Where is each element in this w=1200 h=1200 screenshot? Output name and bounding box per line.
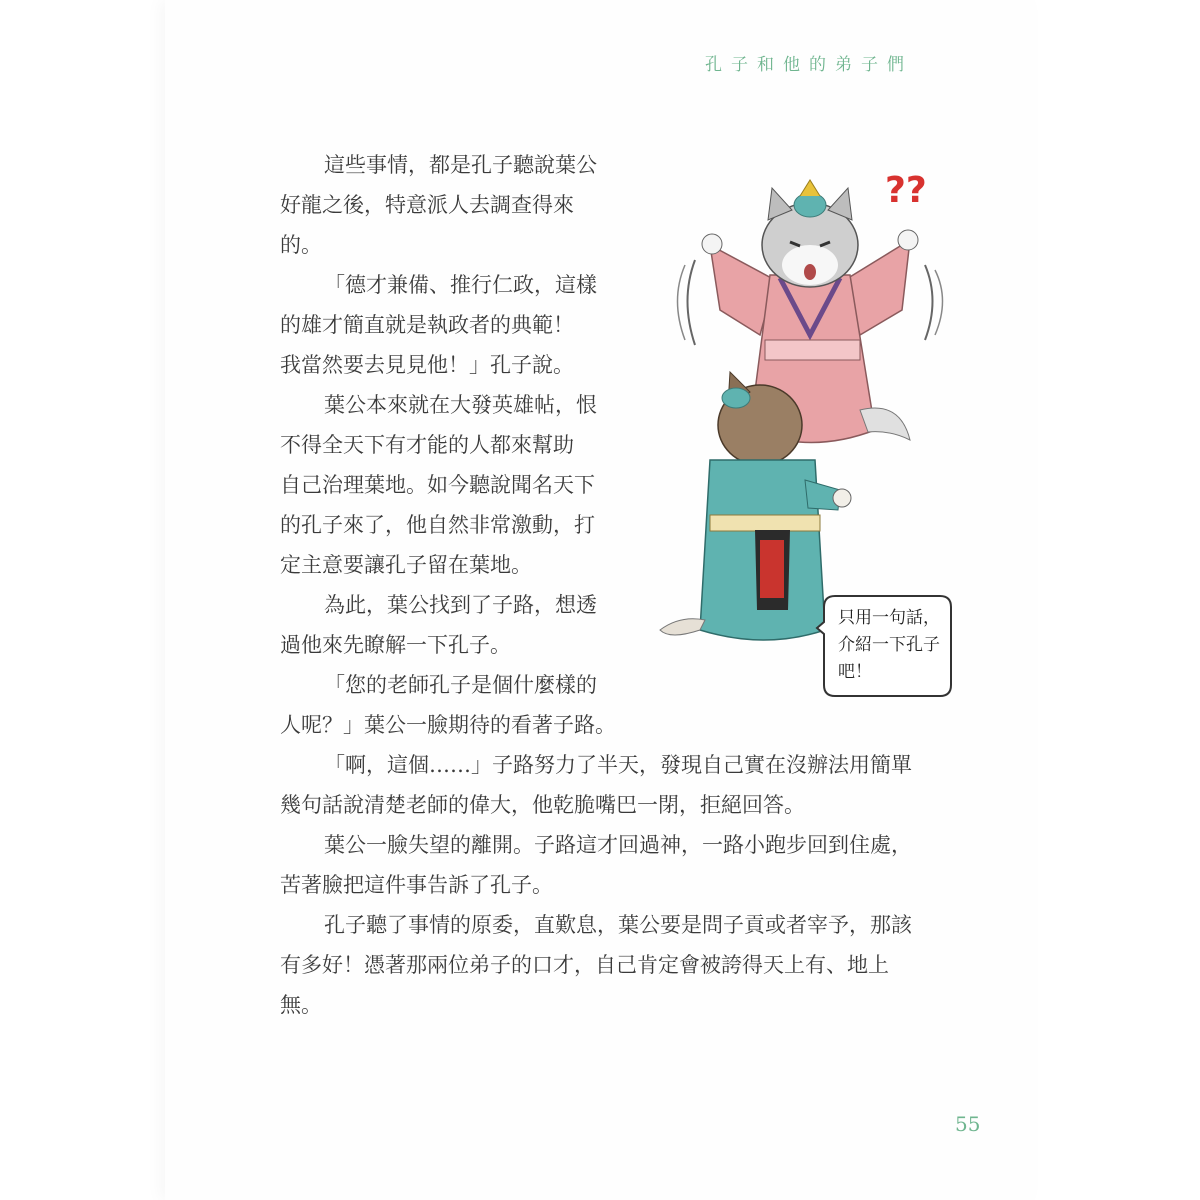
- text-line: 幾句話說清楚老師的偉大，他乾脆嘴巴一閉，拒絕回答。: [280, 793, 805, 817]
- text-line: 不得全天下有才能的人都來幫助: [280, 433, 574, 457]
- text-line: 為此，葉公找到了子路，想透: [324, 593, 597, 617]
- paragraph: [280, 825, 960, 905]
- paragraph: [280, 905, 960, 1025]
- text-line: 我當然要去見見他！」孔子說。: [280, 353, 574, 377]
- text-line: 「您的老師孔子是個什麼樣的: [324, 673, 597, 697]
- paragraph: [280, 585, 620, 665]
- paragraph: [280, 745, 960, 825]
- speech-line: 只用一句話，: [838, 608, 940, 628]
- paragraph: [280, 385, 620, 585]
- text-line: 的雄才簡直就是執政者的典範！: [280, 313, 574, 337]
- paragraph: [280, 665, 620, 745]
- question-marks: ??: [885, 170, 927, 211]
- text-line: 「德才兼備、推行仁政，這樣: [324, 273, 597, 297]
- text-line: 「啊，這個……」子路努力了半天，發現自己實在沒辦法用簡單: [324, 753, 912, 777]
- speech-line: 介紹一下孔子: [838, 635, 940, 655]
- text-line: 自己治理葉地。如今聽說聞名天下: [280, 473, 595, 497]
- speech-bubble-text: [838, 605, 958, 686]
- text-line: 人呢？」葉公一臉期待的看著子路。: [280, 713, 616, 737]
- paragraph: [280, 265, 620, 385]
- running-header: 孔子和他的弟子們: [705, 55, 913, 75]
- text-line: 的。: [280, 233, 322, 257]
- text-line: 的孔子來了，他自然非常激動，打: [280, 513, 595, 537]
- text-line: 無。: [280, 993, 322, 1017]
- speech-line: 吧！: [838, 662, 872, 682]
- text-line: 過他來先瞭解一下孔子。: [280, 633, 511, 657]
- page-number: 55: [955, 1112, 981, 1136]
- text-line: 葉公一臉失望的離開。子路這才回過神，一路小跑步回到住處，: [324, 833, 912, 857]
- text-line: 定主意要讓孔子留在葉地。: [280, 553, 532, 577]
- text-line: 葉公本來就在大發英雄帖，恨: [324, 393, 597, 417]
- text-line: 孔子聽了事情的原委，直歎息，葉公要是問子貢或者宰予，那該: [324, 913, 912, 937]
- text-line: 有多好！憑著那兩位弟子的口才，自己肯定會被誇得天上有、地上: [280, 953, 889, 977]
- text-line: 苦著臉把這件事告訴了孔子。: [280, 873, 553, 897]
- text-line: 這些事情，都是孔子聽說葉公: [324, 153, 597, 177]
- paragraph: [280, 145, 620, 265]
- text-line: 好龍之後，特意派人去調查得來: [280, 193, 574, 217]
